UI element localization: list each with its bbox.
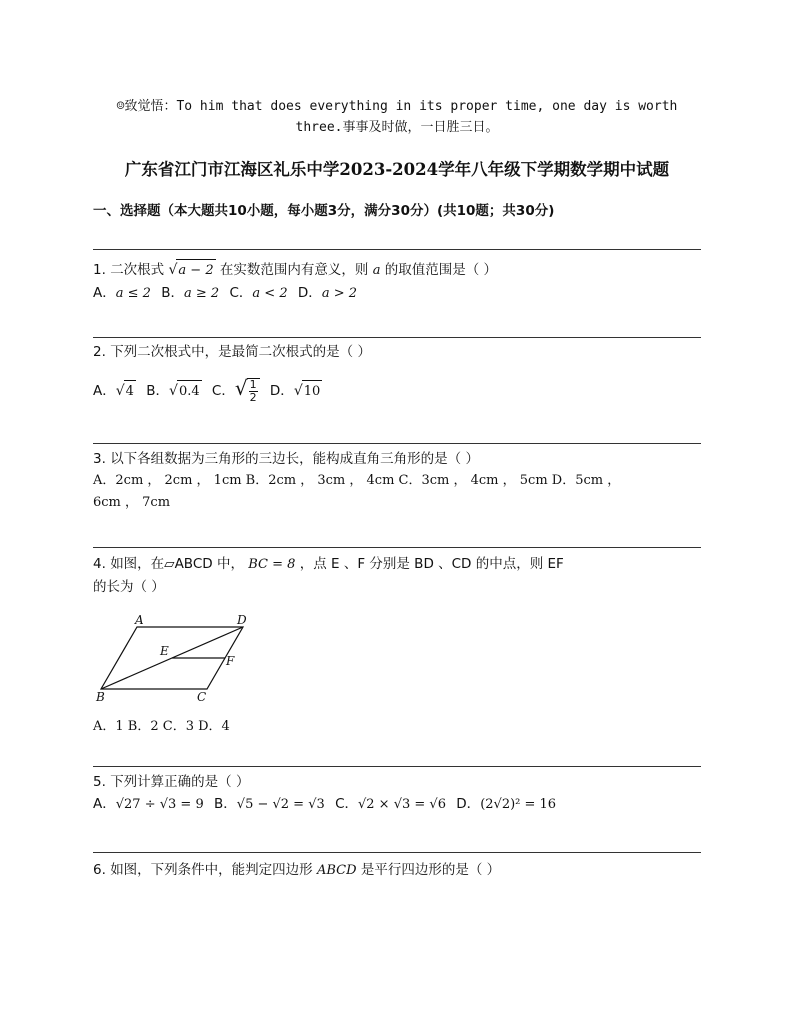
option-a[interactable]: √27 ÷ √3 = 9 xyxy=(115,797,204,812)
label-c: C xyxy=(197,690,207,704)
divider xyxy=(93,443,701,444)
section-heading: 一、选择题（本大题共10小题，每小题3分，满分30分）(共10题；共30分) xyxy=(93,203,555,219)
option-a[interactable]: a ≤ 2 xyxy=(115,286,151,301)
options-q5: A．√27 ÷ √3 = 9 B．√5 − √2 = √3 C．√2 × √3 = √6 D．(2√2)² = 16 xyxy=(93,796,557,812)
options-q3-line1[interactable]: A．2cm ， 2cm ， 1cm B．2cm ， 3cm ， 4cm C．3cm ， 4cm ， 5cm D．5cm ， xyxy=(93,473,621,488)
radicand: a − 2 xyxy=(176,259,215,282)
option-d[interactable]: a > 2 xyxy=(321,286,357,301)
options-q1: A．a ≤ 2 B．a ≥ 2 C．a < 2 D．a > 2 xyxy=(93,285,357,301)
option-d[interactable]: (2√2)² = 16 xyxy=(480,797,557,812)
question-3: 3. 以下各组数据为三角形的三边长，能构成直角三角形的是（ ） A．2cm ， 2cm ， 1cm B．2cm ， 3cm ， 4cm C．3cm ， 4cm ， 5cm D．5cm ， 6cm ， 7cm xyxy=(93,448,701,514)
option-d[interactable]: 10 xyxy=(302,380,323,403)
question-5: 5. 下列计算正确的是（ ） A．√27 ÷ √3 = 9 B．√5 − √2 = √3 C．√2 × √3 = √6 D．(2√2)² = 16 xyxy=(93,771,701,816)
question-6: 6. 如图，下列条件中，能判定四边形 ABCD 是平行四边形的是（ ） xyxy=(93,862,501,878)
label-d: D xyxy=(237,613,247,627)
divider xyxy=(93,766,701,767)
option-b[interactable]: √5 − √2 = √3 xyxy=(236,797,325,812)
question-2: 2. 下列二次根式中，是最简二次根式的是（ ） A．√4 B．√0.4 C．√ $\frac{1}{2}$ D．√10 xyxy=(93,341,701,404)
divider xyxy=(93,337,701,338)
option-b[interactable]: a ≥ 2 xyxy=(184,286,220,301)
option-b[interactable]: 0.4 xyxy=(177,380,202,403)
exam-title: 广东省江门市江海区礼乐中学2023-2024学年八年级下学期数学期中试题 xyxy=(124,160,670,179)
motto-banner: ☺致觉悟：To him that does everything in its proper time, one day is worth three.事事及时做，一日胜三日。 xyxy=(116,99,678,135)
question-1: 1. 二次根式 √a − 2 在实数范围内有意义，则 a 的取值范围是（ ） A．a ≤ 2 B．a ≥ 2 C．a < 2 D．a > 2 xyxy=(93,259,701,305)
label-b: B xyxy=(96,690,105,704)
divider xyxy=(93,249,701,250)
question-4: 4. 如图，在▱ABCD 中， BC = 8 ，点 E 、F 分别是 BD 、CD 的中点，则 EF 的长为（ ） xyxy=(93,556,564,595)
options-q2: A．√4 B．√0.4 C．√ $\frac{1}{2}$ D．√10 xyxy=(93,376,321,404)
option-c[interactable]: $\frac{1}{2}$ xyxy=(247,378,260,404)
label-e: E xyxy=(160,644,169,658)
option-c[interactable]: a < 2 xyxy=(252,286,288,301)
option-a[interactable]: 4 xyxy=(124,380,136,403)
label-a: A xyxy=(135,613,144,627)
option-c[interactable]: √2 × √3 = √6 xyxy=(358,797,446,812)
divider xyxy=(93,852,701,853)
divider xyxy=(93,547,701,548)
parallelogram-figure xyxy=(93,612,263,704)
options-q3-line2[interactable]: 6cm ， 7cm xyxy=(93,495,171,510)
label-f: F xyxy=(226,654,235,668)
options-q4[interactable]: A．1 B．2 C．3 D．4 xyxy=(93,719,230,734)
